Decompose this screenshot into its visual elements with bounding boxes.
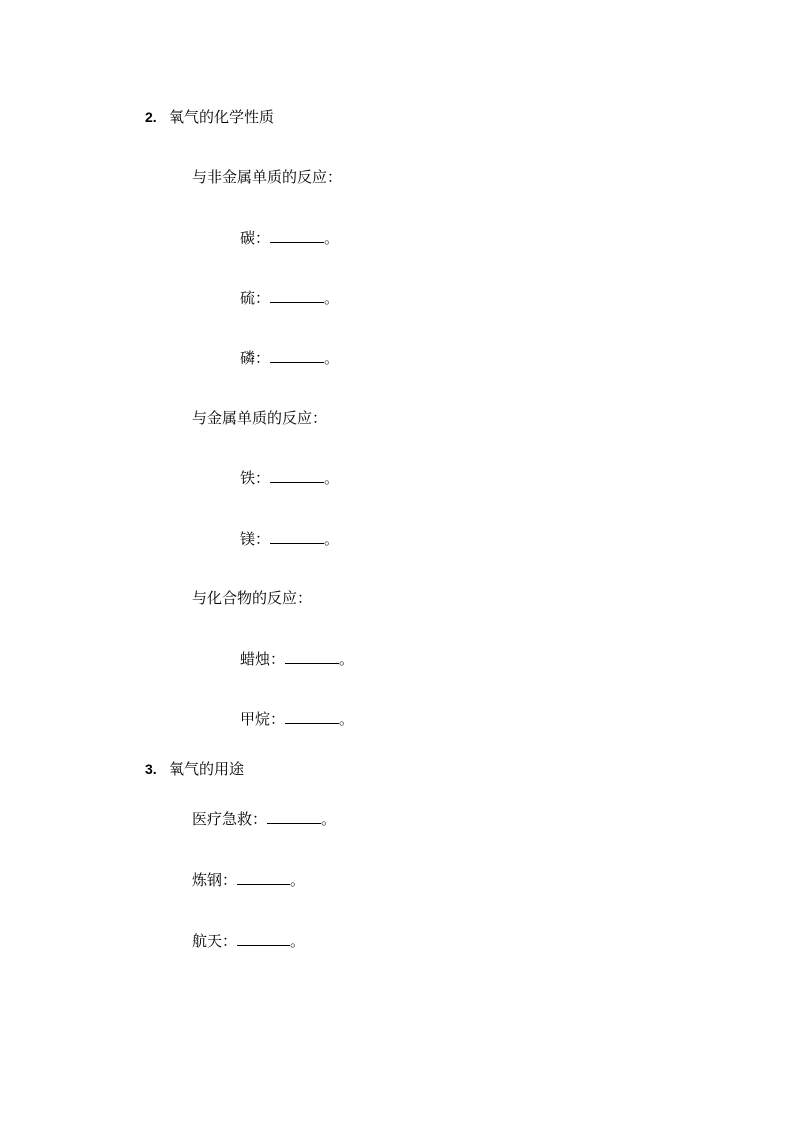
item-label: 蜡烛： [240, 650, 286, 668]
group-heading-nonmetal: 与非金属单质的反应： [192, 168, 343, 186]
fill-item-methane [240, 709, 354, 729]
answer-blank[interactable] [237, 931, 290, 946]
item-end: 。 [290, 932, 306, 950]
answer-blank[interactable] [270, 348, 324, 363]
fill-item-phosphorus [240, 348, 339, 368]
item-label: 航天： [192, 932, 238, 950]
fill-item-magnesium [240, 529, 339, 549]
item-label: 炼钢： [192, 871, 238, 889]
item-label: 医疗急救： [192, 810, 268, 828]
section-3-heading [145, 759, 244, 779]
answer-blank[interactable] [270, 228, 324, 243]
item-label: 磷： [240, 349, 271, 367]
section-title: 氧气的化学性质 [169, 108, 275, 126]
item-end: 。 [339, 710, 355, 728]
fill-item-carbon [240, 228, 339, 248]
fill-item-iron [240, 468, 339, 488]
item-label: 镁： [240, 530, 271, 548]
section-number: 3. [145, 761, 157, 777]
item-end: 。 [324, 349, 340, 367]
item-end: 。 [324, 530, 340, 548]
item-end: 。 [290, 871, 306, 889]
answer-blank[interactable] [237, 870, 290, 885]
item-label: 硫： [240, 289, 271, 307]
answer-blank[interactable] [270, 529, 324, 544]
section-number: 2. [145, 109, 157, 125]
section-title: 氧气的用途 [169, 760, 245, 778]
group-heading-metal: 与金属单质的反应： [192, 409, 328, 427]
fill-item-steelmaking [192, 870, 305, 890]
item-end: 。 [339, 650, 355, 668]
fill-item-aerospace [192, 931, 305, 951]
section-2-heading [145, 107, 274, 127]
answer-blank[interactable] [285, 709, 339, 724]
item-end: 。 [324, 469, 340, 487]
fill-item-candle [240, 649, 354, 669]
answer-blank[interactable] [267, 809, 321, 824]
answer-blank[interactable] [270, 288, 324, 303]
item-end: 。 [324, 229, 340, 247]
fill-item-sulfur [240, 288, 339, 308]
item-end: 。 [324, 289, 340, 307]
item-label: 碳： [240, 229, 271, 247]
item-end: 。 [321, 810, 337, 828]
item-label: 甲烷： [240, 710, 286, 728]
item-label: 铁： [240, 469, 271, 487]
answer-blank[interactable] [285, 649, 339, 664]
fill-item-medical [192, 809, 336, 829]
group-heading-compound: 与化合物的反应： [192, 589, 313, 607]
answer-blank[interactable] [270, 468, 324, 483]
